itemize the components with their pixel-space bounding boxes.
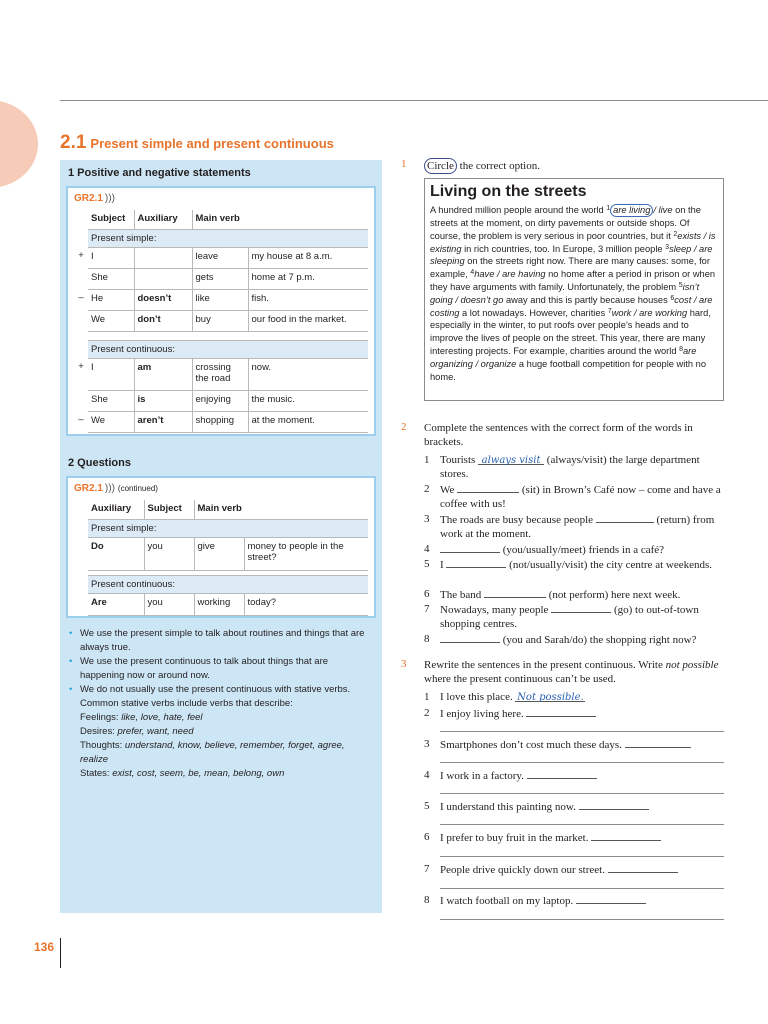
answer-blank[interactable] <box>446 557 506 568</box>
option-2[interactable]: exists / is existing <box>430 230 716 254</box>
grammar-reference: GR2.1 ))) (continued) <box>74 483 158 494</box>
cell-subject: We <box>88 310 134 331</box>
exercise-3-number: 3 <box>401 658 407 670</box>
cell-subject: We <box>88 411 134 432</box>
cell-subject: She <box>88 268 134 289</box>
cell-aux: don’t <box>134 310 192 331</box>
stative-desires: Desires: prefer, want, need <box>80 726 194 737</box>
answer-blank[interactable] <box>527 768 597 779</box>
cell-subject: I <box>88 358 134 390</box>
answer-blank[interactable] <box>440 542 500 553</box>
top-rule <box>60 100 768 101</box>
col-subject: Subject <box>144 500 194 519</box>
exercise-1-number: 1 <box>401 158 407 170</box>
exercise-2-instruction: Complete the sentences with the correct form of the words in brackets. <box>424 422 693 448</box>
grammar-notes <box>66 627 366 781</box>
decorative-circle <box>0 100 38 188</box>
answer-line[interactable] <box>440 888 724 889</box>
answer-line[interactable] <box>440 824 724 825</box>
cell-subject: you <box>144 593 194 615</box>
cell-aux: is <box>134 390 192 411</box>
cell-verb: gets <box>192 268 248 289</box>
col-main-verb: Main verb <box>195 213 240 224</box>
grammar-note: • We use the present simple to talk about routines and things that are always true. <box>66 627 366 655</box>
grammar-note: • We use the present continuous to talk about things that are happening now or around now. <box>66 655 366 683</box>
sign-plus: + <box>78 361 84 372</box>
col-auxiliary: Auxiliary <box>134 210 192 229</box>
sign-plus: + <box>78 250 84 261</box>
exercise-2-number: 2 <box>401 421 407 433</box>
cell-verb: shopping <box>192 411 248 432</box>
answer-blank[interactable] <box>576 893 646 904</box>
answer-line[interactable] <box>440 919 724 920</box>
cell-aux <box>134 268 192 289</box>
answer-blank[interactable] <box>608 862 678 873</box>
present-continuous-label: Present continuous: <box>88 340 368 358</box>
article-box <box>424 178 724 401</box>
answer-blank[interactable] <box>440 632 500 643</box>
cell-rest: now. <box>248 358 368 390</box>
cell-verb: working <box>194 593 244 615</box>
cell-aux <box>134 247 192 268</box>
answer-line[interactable] <box>440 762 724 763</box>
present-simple-label: Present simple: <box>88 519 368 537</box>
option-5[interactable]: isn’t going / doesn’t go <box>430 281 700 305</box>
cell-aux: Are <box>88 593 144 615</box>
article-title: Living on the streets <box>430 183 587 200</box>
present-simple-label: Present simple: <box>88 229 368 247</box>
present-continuous-label: Present continuous: <box>88 575 368 593</box>
col-main-verb: Main verb <box>197 503 242 514</box>
col-subject: Subject <box>88 210 134 229</box>
answer-line[interactable] <box>440 731 724 732</box>
answer-line[interactable] <box>440 856 724 857</box>
cell-aux: doesn’t <box>134 289 192 310</box>
cell-subject: He <box>88 289 134 310</box>
cell-verb: leave <box>192 247 248 268</box>
grammar-box-statements <box>66 186 376 436</box>
section-number: 2.1 <box>60 132 87 153</box>
cell-verb: like <box>192 289 248 310</box>
section-heading: Present simple and present continuous <box>90 136 334 151</box>
cell-aux: am <box>134 358 192 390</box>
grammar-panel <box>60 160 382 913</box>
cell-rest: my house at 8 a.m. <box>248 247 368 268</box>
cell-rest: our food in the market. <box>248 310 368 331</box>
cell-rest: today? <box>244 593 368 615</box>
option-6[interactable]: cost / are costing <box>430 294 713 318</box>
exercise-3-instruction: Rewrite the sentences in the present continuous. Write not possible where the present continuous can’t be used. <box>424 659 719 685</box>
page-number: 136 <box>34 940 55 954</box>
statements-table <box>74 210 368 433</box>
cell-subject: you <box>144 537 194 570</box>
option-8[interactable]: are organizing / organize <box>430 345 697 369</box>
answer-blank[interactable] <box>596 512 654 523</box>
answer-blank[interactable] <box>551 602 611 613</box>
cell-aux: aren’t <box>134 411 192 432</box>
cell-aux: Do <box>88 537 144 570</box>
stative-thoughts: Thoughts: understand, know, believe, remember, forget, agree, realize <box>80 740 345 765</box>
option-1-circled[interactable]: are living <box>610 204 653 217</box>
answer-blank[interactable]: Not possible. <box>517 692 584 703</box>
col-auxiliary: Auxiliary <box>88 500 144 519</box>
cell-subject: I <box>88 247 134 268</box>
audio-icon[interactable]: ))) <box>104 193 115 204</box>
cell-rest: the music. <box>248 390 368 411</box>
cell-rest: home at 7 p.m. <box>248 268 368 289</box>
answer-blank[interactable] <box>484 587 546 598</box>
answer-line[interactable] <box>440 793 724 794</box>
cell-rest: at the moment. <box>248 411 368 432</box>
section-title <box>60 132 334 154</box>
sign-minus: – <box>78 292 84 303</box>
grammar-reference: GR2.1 ))) <box>74 193 115 204</box>
cell-rest: fish. <box>248 289 368 310</box>
audio-icon[interactable]: ))) <box>104 483 115 494</box>
cell-verb: crossing the road <box>192 358 248 390</box>
answer-blank[interactable] <box>526 706 596 717</box>
option-7[interactable]: work / are working <box>611 307 688 318</box>
answer-blank[interactable] <box>579 799 649 810</box>
exercise-1-instruction: Circle the correct option. <box>424 158 540 174</box>
answer-blank[interactable]: always visit <box>478 454 544 465</box>
stative-feelings: Feelings: like, love, hate, feel <box>80 712 203 723</box>
page-number-rule <box>60 938 61 968</box>
questions-heading: 2 Questions <box>68 457 131 469</box>
cell-verb: enjoying <box>192 390 248 411</box>
cell-rest: money to people in the street? <box>244 537 368 570</box>
answer-blank[interactable] <box>591 830 661 841</box>
grammar-note: • We do not usually use the present continuous with stative verbs. Common stative verbs include verbs that describe: <box>66 683 366 711</box>
option-4[interactable]: have / are having <box>474 269 546 280</box>
sign-minus: – <box>78 414 84 425</box>
answer-blank[interactable] <box>625 737 691 748</box>
option-3[interactable]: sleep / are sleeping <box>430 243 713 267</box>
cell-subject: She <box>88 390 134 411</box>
grammar-box-questions <box>66 476 376 618</box>
statements-heading: 1 Positive and negative statements <box>68 167 251 179</box>
cell-verb: buy <box>192 310 248 331</box>
answer-blank[interactable] <box>457 482 519 493</box>
stative-states: States: exist, cost, seem, be, mean, belong, own <box>80 768 285 779</box>
cell-verb: give <box>194 537 244 570</box>
questions-table <box>88 500 368 616</box>
article-body: A hundred million people around the world $^1$ are living / live on the streets at the moment, on dirty pavements or outside shops. Of course, the problem is very serious in poor countries, but it $^2$exists / is existing in rich countries, too. In Europe, 3 million people $^3$sleep / are sleeping on the streets right now. There are many causes: some, for example, $^4$have / are having no home after a period in prison or when they have arguments with family. Unfortunately, the problem $^5$isn’t going / doesn’t go away and this is partly because houses $^6$cost / are costing a lot nowadays. However, charities $^7$work / are working hard, especially in the winter, to put roofs over people’s heads and to improve the lives of people on the street. This year, there are many interesting projects. For example, charities around the world $^8$are organizing / organize a huge football competition for people with no home. <box>430 205 716 382</box>
